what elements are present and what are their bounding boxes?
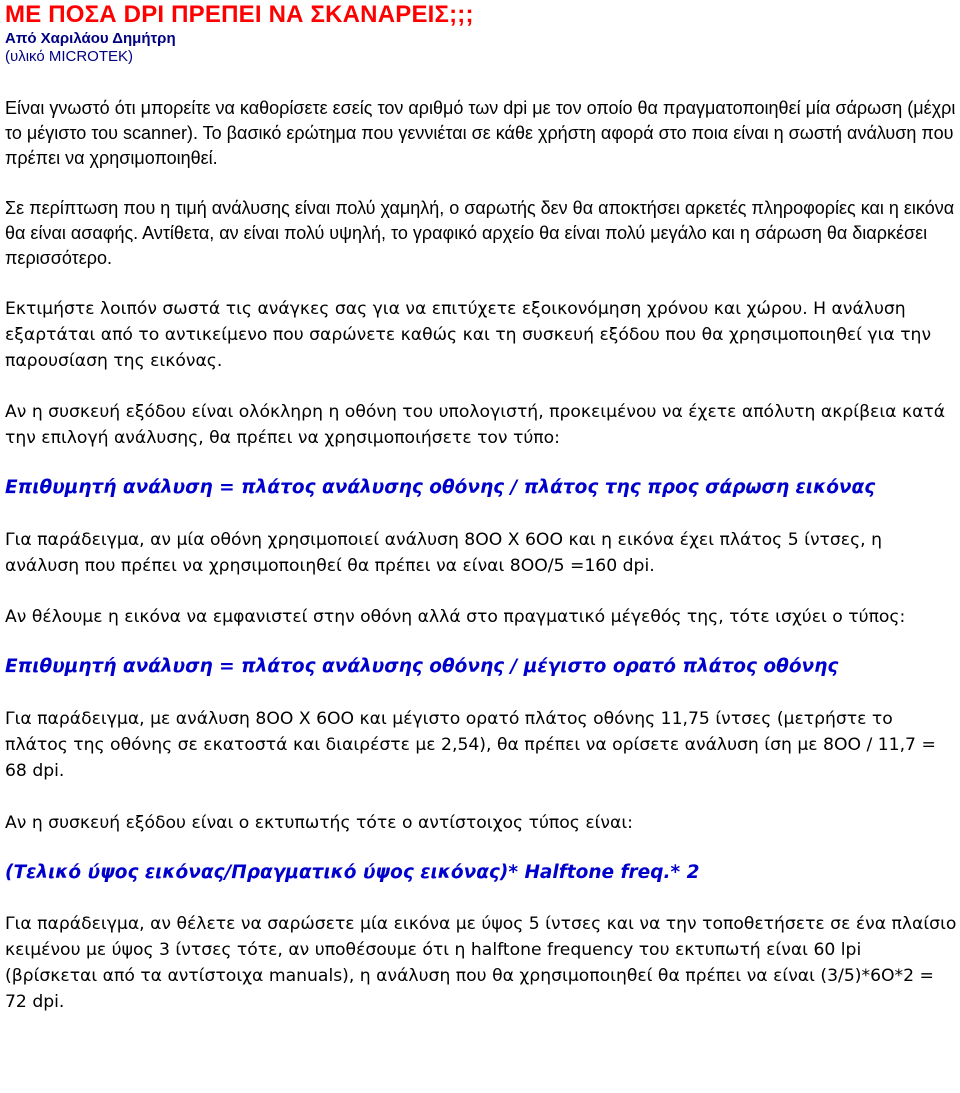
page-title: ΜΕ ΠΟΣΑ DPI ΠΡΕΠΕΙ ΝΑ ΣΚΑΝΑΡΕΙΣ;;;: [5, 1, 474, 28]
paragraph-example-2: Για παράδειγμα, με ανάλυση 8ΟΟ Χ 6ΟΟ και μέγιστο ορατό πλάτος οθόνης 11,75 ίντσες (μετρήστε το πλάτος της οθόνης σε εκατοστά και διαιρέστε με 2,54), θα πρέπει να ορίσετε ανάλυση ίση με 8ΟΟ / 11,7 = 68 dpi.: [5, 709, 936, 781]
paragraph-example-3: Για παράδειγμα, αν θέλετε να σαρώσετε μία εικόνα με ύψος 5 ίντσες και να την τοποθετήσετε σε ένα πλαίσιο κειμένου με ύψος 3 ίντσες τότε, αν υποθέσουμε ότι η halftone frequency του εκτυπωτή είναι 60 lpi (βρίσκεται από τα αντίστοιχα manuals), η ανάλυση που θα χρησιμοποιηθεί θα πρέπει να είναι (3/5)*6Ο*2 = 72 dpi.: [5, 914, 957, 1012]
article: [5, 0, 957, 1015]
author-line: Από Χαριλάου Δημήτρη: [5, 30, 176, 47]
paragraph-intro: Είναι γνωστό ότι μπορείτε να καθορίσετε εσείς τον αριθμό των dpi με τον οποίο θα πραγματοποιηθεί μία σάρωση (μέχρι το μέγιστο του scanner). Το βασικό ερώτημα που γεννιέται σε κάθε χρήστη αφορά στο ποια είναι η σωστή ανάλυση που πρέπει να χρησιμοποιηθεί.: [5, 98, 956, 168]
paragraph-actual-size: Αν θέλουμε η εικόνα να εμφανιστεί στην οθόνη αλλά στο πραγματικό μέγεθός της, τότε ισχύει ο τύπος:: [5, 607, 906, 627]
formula-screen-width: Επιθυμητή ανάλυση = πλάτος ανάλυσης οθόνης / πλάτος της προς σάρωση εικόνας: [5, 477, 876, 498]
formula-printer: (Τελικό ύψος εικόνας/Πραγματικό ύψος εικόνας)* Halftone freq.* 2: [5, 862, 700, 883]
paragraph-example-1: Για παράδειγμα, αν μία οθόνη χρησιμοποιεί ανάλυση 8ΟΟ Χ 6ΟΟ και η εικόνα έχει πλάτος 5 ίντσες, η ανάλυση που πρέπει να χρησιμοποιηθεί θα πρέπει να είναι 8ΟΟ/5 =160 dpi.: [5, 530, 882, 576]
paragraph-low-high-resolution: Σε περίπτωση που η τιμή ανάλυσης είναι πολύ χαμηλή, ο σαρωτής δεν θα αποκτήσει αρκετές πληροφορίες και η εικόνα θα είναι ασαφής. Αντίθετα, αν είναι πολύ υψηλή, το γραφικό αρχείο θα είναι πολύ μεγάλο και η σάρωση θα διαρκέσει περισσότερο.: [5, 198, 955, 268]
paragraph-printer-output: Αν η συσκευή εξόδου είναι ο εκτυπωτής τότε ο αντίστοιχος τύπος είναι:: [5, 813, 633, 833]
source-line: (υλικό MICROTEK): [5, 48, 134, 65]
paragraph-estimate-needs: Εκτιμήστε λοιπόν σωστά τις ανάγκες σας για να επιτύχετε εξοικονόμηση χρόνου και χώρου. Η ανάλυση εξαρτάται από το αντικείμενο που σαρώνετε καθώς και τη συσκευή εξόδου που θα χρησιμοποιηθεί για την παρουσίαση της εικόνας.: [5, 299, 932, 371]
formula-max-visible-width: Επιθυμητή ανάλυση = πλάτος ανάλυσης οθόνης / μέγιστο ορατό πλάτος οθόνης: [5, 656, 839, 677]
paragraph-screen-output: Αν η συσκευή εξόδου είναι ολόκληρη η οθόνη του υπολογιστή, προκειμένου να έχετε απόλυτη ακρίβεια κατά την επιλογή ανάλυσης, θα πρέπει να χρησιμοποιήσετε τον τύπο:: [5, 402, 946, 448]
